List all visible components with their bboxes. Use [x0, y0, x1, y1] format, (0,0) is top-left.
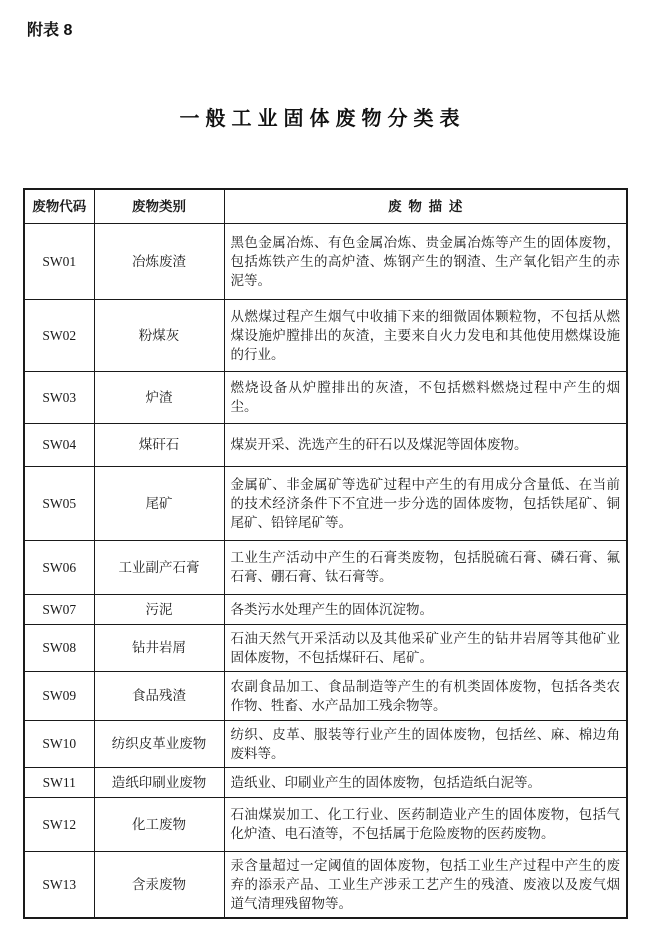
- waste-description: 农副食品加工、食品制造等产生的有机类固体废物，包括各类农作物、牲畜、水产品加工残余物等。: [224, 671, 627, 720]
- waste-category: 含汞废物: [94, 851, 224, 918]
- waste-classification-table: [23, 188, 628, 919]
- waste-description: 工业生产活动中产生的石膏类废物，包括脱硫石膏、磷石膏、氟石膏、硼石膏、钛石膏等。: [224, 540, 627, 594]
- appendix-label: 附表 8: [27, 22, 73, 39]
- column-header-waste-code: 废物代码: [24, 189, 94, 223]
- waste-category: 食品残渣: [94, 671, 224, 720]
- table-row: [24, 624, 627, 671]
- waste-code: SW11: [24, 767, 94, 797]
- waste-category: 冶炼废渣: [94, 223, 224, 299]
- table-row: [24, 540, 627, 594]
- waste-category: 造纸印刷业废物: [94, 767, 224, 797]
- waste-code: SW03: [24, 371, 94, 423]
- table-header-row: [24, 189, 627, 223]
- waste-description: 从燃煤过程产生烟气中收捕下来的细微固体颗粒物，不包括从燃煤设施炉膛排出的灰渣，主要来自火力发电和其他使用燃煤设施的行业。: [224, 299, 627, 371]
- waste-description: 金属矿、非金属矿等选矿过程中产生的有用成分含量低、在当前的技术经济条件下不宜进一步分选的固体废物，包括铁尾矿、铜尾矿、铅锌尾矿等。: [224, 466, 627, 540]
- table-row: [24, 466, 627, 540]
- table-row: [24, 371, 627, 423]
- waste-description: 石油煤炭加工、化工行业、医药制造业产生的固体废物，包括气化炉渣、电石渣等，不包括属于危险废物的医药废物。: [224, 797, 627, 851]
- table-row: [24, 851, 627, 918]
- waste-description: 煤炭开采、洗选产生的矸石以及煤泥等固体废物。: [224, 423, 627, 466]
- table-row: [24, 594, 627, 624]
- column-header-waste-description: 废 物 描 述: [224, 189, 627, 223]
- waste-category: 污泥: [94, 594, 224, 624]
- waste-category: 尾矿: [94, 466, 224, 540]
- waste-description: 石油天然气开采活动以及其他采矿业产生的钻井岩屑等其他矿业固体废物，不包括煤矸石、尾矿。: [224, 624, 627, 671]
- table-row: [24, 423, 627, 466]
- waste-category: 纺织皮革业废物: [94, 720, 224, 767]
- waste-category: 钻井岩屑: [94, 624, 224, 671]
- waste-category: 化工废物: [94, 797, 224, 851]
- waste-description: 纺织、皮革、服装等行业产生的固体废物，包括丝、麻、棉边角废料等。: [224, 720, 627, 767]
- page-title: 一般工业固体废物分类表: [179, 108, 466, 130]
- waste-code: SW09: [24, 671, 94, 720]
- waste-code: SW06: [24, 540, 94, 594]
- table-row: [24, 797, 627, 851]
- waste-category: 煤矸石: [94, 423, 224, 466]
- waste-description: 黑色金属冶炼、有色金属冶炼、贵金属冶炼等产生的固体废物，包括炼铁产生的高炉渣、炼钢产生的钢渣、生产氧化铝产生的赤泥等。: [224, 223, 627, 299]
- waste-code: SW07: [24, 594, 94, 624]
- waste-code: SW05: [24, 466, 94, 540]
- waste-code: SW02: [24, 299, 94, 371]
- waste-code: SW10: [24, 720, 94, 767]
- waste-code: SW04: [24, 423, 94, 466]
- waste-code: SW01: [24, 223, 94, 299]
- waste-description: 汞含量超过一定阈值的固体废物，包括工业生产过程中产生的废弃的添汞产品、工业生产涉汞工艺产生的残渣、废液以及废气烟道气清理残留物等。: [224, 851, 627, 918]
- table-row: [24, 671, 627, 720]
- waste-category: 粉煤灰: [94, 299, 224, 371]
- column-header-waste-category: 废物类别: [94, 189, 224, 223]
- waste-category: 工业副产石膏: [94, 540, 224, 594]
- waste-description: 各类污水处理产生的固体沉淀物。: [224, 594, 627, 624]
- waste-code: SW13: [24, 851, 94, 918]
- waste-description: 造纸业、印刷业产生的固体废物，包括造纸白泥等。: [224, 767, 627, 797]
- waste-category: 炉渣: [94, 371, 224, 423]
- table-row: [24, 223, 627, 299]
- table-row: [24, 720, 627, 767]
- table-row: [24, 299, 627, 371]
- table-row: [24, 767, 627, 797]
- waste-description: 燃烧设备从炉膛排出的灰渣，不包括燃料燃烧过程中产生的烟尘。: [224, 371, 627, 423]
- waste-code: SW08: [24, 624, 94, 671]
- waste-code: SW12: [24, 797, 94, 851]
